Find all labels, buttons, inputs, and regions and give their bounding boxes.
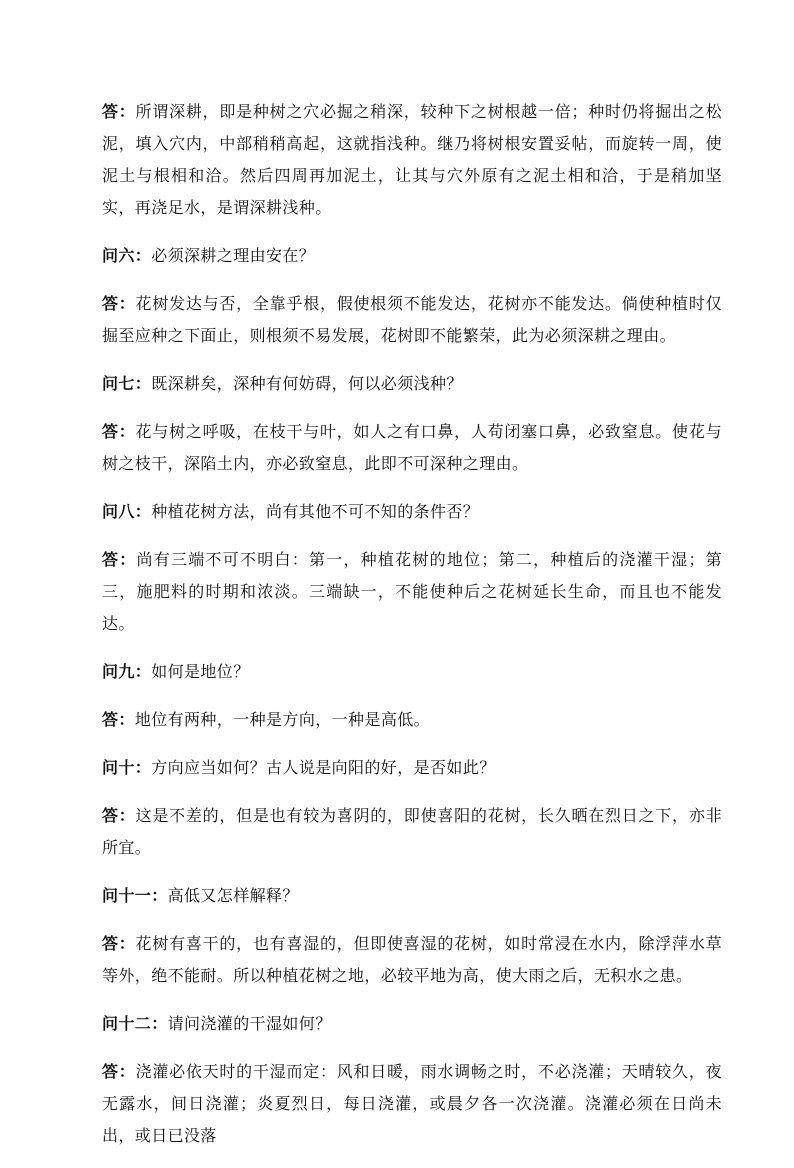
question-label: 问九： — [102, 662, 152, 681]
question-paragraph — [102, 496, 722, 528]
answer-label: 答： — [102, 294, 136, 313]
question-label: 问十： — [102, 758, 152, 777]
answer-paragraph — [102, 800, 722, 864]
question-label: 问八： — [102, 502, 152, 521]
answer-paragraph — [102, 288, 722, 352]
answer-label: 答： — [102, 806, 136, 825]
question-text: 如何是地位？ — [151, 662, 250, 681]
question-label: 问十一： — [102, 886, 168, 905]
answer-label: 答： — [102, 422, 136, 441]
question-text: 高低又怎样解释？ — [167, 886, 299, 905]
answer-label: 答： — [102, 934, 136, 953]
answer-label: 答： — [102, 710, 135, 729]
answer-paragraph — [102, 1056, 722, 1152]
question-paragraph — [102, 368, 722, 400]
answer-text: 花树有喜干的，也有喜湿的，但即使喜湿的花树，如时常浸在水内，除浮萍水草等外，绝不能耐。所以种植花树之地，必较平地为高，使大雨之后，无积水之患。 — [102, 934, 722, 985]
answer-label: 答： — [102, 1062, 136, 1081]
answer-paragraph — [102, 928, 722, 992]
answer-text: 这是不差的，但是也有较为喜阴的，即使喜阳的花树，长久晒在烈日之下，亦非所宜。 — [102, 806, 722, 857]
answer-text: 尚有三端不可不明白：第一，种植花树的地位；第二，种植后的浇灌干湿；第三，施肥料的时期和浓淡。三端缺一，不能使种后之花树延长生命，而且也不能发达。 — [102, 550, 722, 633]
answer-paragraph — [102, 416, 722, 480]
answer-paragraph — [102, 704, 722, 736]
question-text: 方向应当如何？古人说是向阳的好，是否如此？ — [151, 758, 496, 777]
question-text: 请问浇灌的干湿如何？ — [167, 1014, 332, 1033]
question-paragraph — [102, 880, 722, 912]
answer-text: 花树发达与否，全靠乎根，假使根须不能发达，花树亦不能发达。倘使种植时仅掘至应种之下面止，则根须不易发展，花树即不能繁荣，此为必须深耕之理由。 — [102, 294, 722, 345]
question-text: 种植花树方法，尚有其他不可不知的条件否？ — [151, 502, 480, 521]
question-paragraph — [102, 752, 722, 784]
question-label: 问六： — [102, 246, 152, 265]
question-text: 必须深耕之理由安在？ — [151, 246, 316, 265]
question-text: 既深耕矣，深种有何妨碍，何以必须浅种？ — [151, 374, 463, 393]
question-label: 问七： — [102, 374, 152, 393]
document-page — [102, 96, 722, 1168]
answer-text: 地位有两种，一种是方向，一种是高低。 — [134, 710, 431, 729]
question-label: 问十二： — [102, 1014, 168, 1033]
question-paragraph — [102, 240, 722, 272]
answer-text: 所谓深耕，即是种树之穴必掘之稍深，较种下之树根越一倍；种时仍将掘出之松泥，填入穴内，中部稍稍高起，这就指浅种。继乃将树根安置妥帖，而旋转一周，使泥土与根相和洽。然后四周再加泥土，让其与穴外原有之泥土相和洽，于是稍加坚实，再浇足水，是谓深耕浅种。 — [102, 102, 722, 217]
question-paragraph — [102, 656, 722, 688]
answer-paragraph — [102, 96, 722, 224]
answer-text: 浇灌必依天时的干湿而定：风和日暖，雨水调畅之时，不必浇灌；天晴较久，夜无露水，间日浇灌；炎夏烈日，每日浇灌，或晨夕各一次浇灌。浇灌必须在日尚未出，或日已没落 — [102, 1062, 722, 1145]
question-paragraph — [102, 1008, 722, 1040]
answer-label: 答： — [102, 550, 137, 569]
answer-paragraph — [102, 544, 722, 640]
answer-label: 答： — [102, 102, 136, 121]
answer-text: 花与树之呼吸，在枝干与叶，如人之有口鼻，人苟闭塞口鼻，必致窒息。使花与树之枝干，深陷土内，亦必致窒息，此即不可深种之理由。 — [102, 422, 722, 473]
